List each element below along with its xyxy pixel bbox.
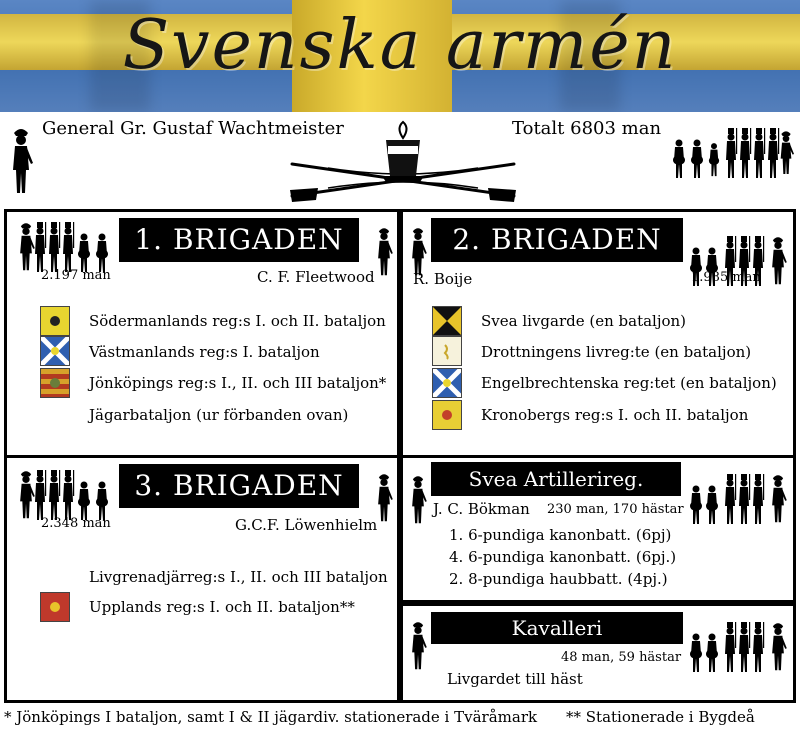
- unit-drottningens: Drottningens livreg:te (en bataljon): [481, 343, 752, 361]
- regimental-flag-icon: [432, 306, 462, 336]
- soldier-group-icon: [689, 620, 789, 672]
- brigade3-panel: [4, 455, 400, 703]
- cavalry-title: Kavalleri: [431, 612, 683, 644]
- unit-sodermanland: Södermanlands reg:s I. och II. bataljon: [89, 312, 386, 330]
- brigade1-commander: C. F. Fleetwood: [257, 268, 375, 286]
- brigade2-commander: R. Boije: [413, 270, 473, 288]
- unit-uppland: Upplands reg:s I. och II. bataljon**: [89, 598, 355, 616]
- brigade3-commander: G.C.F. Löwenhielm: [235, 516, 378, 534]
- brigade2-panel: [400, 209, 796, 458]
- officer-silhouette-icon: [407, 464, 429, 534]
- soldier-group-icon: [672, 126, 794, 178]
- officer-silhouette-icon: [407, 610, 429, 680]
- brigade1-strength: 2.197 man: [41, 268, 111, 283]
- footnote-right: ** Stationerade i Bygdeå: [566, 708, 755, 726]
- soldier-group-icon: [689, 472, 789, 524]
- brigade1-title: 1. BRIGADEN: [119, 218, 359, 262]
- artillery-panel: [400, 455, 796, 603]
- artillery-battery-2: 4. 6-pundiga kanonbatt. (6pj.): [449, 548, 677, 566]
- unit-livgrenadjar: Livgrenadjärreg:s I., II. och III bataljon: [89, 568, 388, 586]
- total-strength: Totalt 6803 man: [512, 118, 662, 139]
- regimental-flag-icon: [40, 336, 70, 366]
- artillery-strength: 230 man, 170 hästar: [547, 502, 684, 517]
- general-name: General Gr. Gustaf Wachtmeister: [42, 118, 344, 139]
- brigade3-title: 3. BRIGADEN: [119, 464, 359, 508]
- unit-kronoberg: Kronobergs reg:s I. och II. bataljon: [481, 406, 749, 424]
- cavalry-panel: [400, 603, 796, 703]
- soldier-group-icon: [15, 220, 115, 272]
- officer-silhouette-icon: [6, 118, 36, 202]
- regimental-flag-icon: [432, 336, 462, 366]
- brigade1-panel: [4, 209, 400, 458]
- regimental-flag-icon: [40, 306, 70, 336]
- regimental-flag-icon: [432, 368, 462, 398]
- title-banner: [0, 0, 800, 112]
- artillery-battery-1: 1. 6-pundiga kanonbatt. (6pj): [449, 526, 672, 544]
- regimental-flag-icon: [40, 592, 70, 622]
- unit-jonkoping: Jönköpings reg:s I., II. och III bataljon*: [89, 374, 387, 392]
- cavalry-strength: 48 man, 59 hästar: [561, 650, 682, 665]
- regimental-flag-icon: [40, 368, 70, 398]
- brigade3-strength: 2.348 man: [41, 516, 111, 531]
- soldier-group-icon: [15, 468, 115, 520]
- artillery-battery-3: 2. 8-pundiga haubbatt. (4pj.): [449, 570, 668, 588]
- footnote-left: * Jönköpings I bataljon, samt I & II jägardiv. stationerade i Tväråmark: [4, 708, 538, 726]
- officer-silhouette-icon: [373, 216, 395, 286]
- unit-engelbrechtenska: Engelbrechtenska reg:tet (en bataljon): [481, 374, 777, 392]
- artillery-title: Svea Artillerireg.: [431, 462, 681, 496]
- unit-svea-livgarde: Svea livgarde (en bataljon): [481, 312, 687, 330]
- cavalry-unit: Livgardet till häst: [447, 670, 583, 688]
- artillery-commander: J. C. Bökman: [433, 500, 530, 518]
- page-title: Svenska armén: [122, 6, 678, 85]
- unit-jagarbataljon: Jägarbataljon (ur förbanden ovan): [89, 406, 349, 424]
- regimental-flag-icon: [432, 400, 462, 430]
- crossed-muskets-emblem-icon: [288, 118, 518, 204]
- brigade2-strength: 1.985 man: [691, 270, 761, 285]
- unit-vastmanland: Västmanlands reg:s I. bataljon: [89, 343, 320, 361]
- brigade2-title: 2. BRIGADEN: [431, 218, 683, 262]
